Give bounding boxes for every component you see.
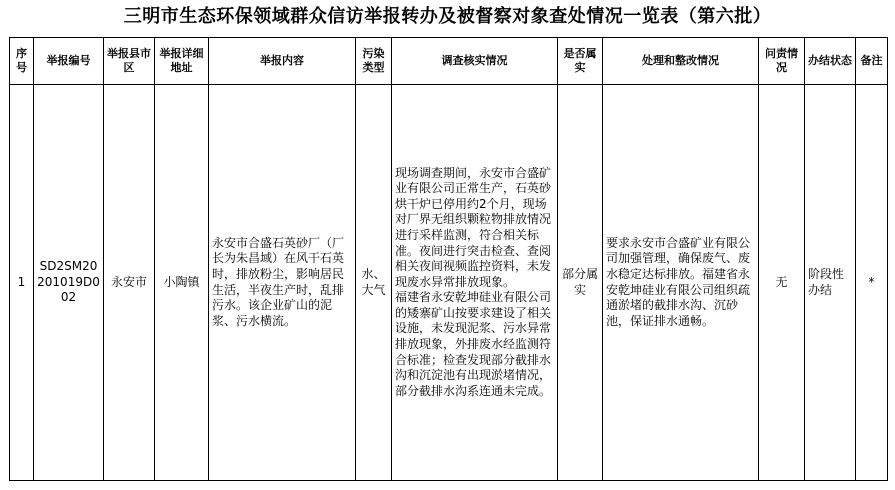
header-investigation: 调查核实情况 (392, 38, 558, 85)
header-handling: 处理和整改情况 (603, 38, 759, 85)
investigation-paragraph-2: 福建省永安乾坤硅业有限公司的矮寨矿山按要求建设了相关设施，未发现泥浆、污水异常排放现象，外排废水经监测符合标准；检查发现部分截排水沟和沉淀池有出现淤堵情况，部分截排水沟系连通未完成。 (395, 290, 552, 398)
cell-note: * (856, 85, 888, 481)
cell-county: 永安市 (104, 85, 155, 481)
header-status: 办结状态 (805, 38, 856, 85)
cell-report-no: SD2SM20201019D002 (34, 85, 104, 481)
table-row (10, 85, 888, 481)
header-seq: 序号 (10, 38, 34, 85)
cell-investigation (392, 85, 558, 481)
page-title: 三明市生态环保领域群众信访举报转办及被督察对象查处情况一览表（第六批） (123, 6, 772, 27)
header-county: 举报县市区 (104, 38, 155, 85)
cell-address: 小陶镇 (155, 85, 209, 481)
cell-content: 永安市合盛石英砂厂（厂长为朱昌域）在风干石英时，排放粉尘，影响居民生活，半夜生产时，乱排污水。该企业矿山的泥浆、污水横流。 (209, 85, 356, 481)
case-table (9, 37, 888, 481)
header-note: 备注 (856, 38, 888, 85)
cell-accountability: 无 (759, 85, 805, 481)
header-verified: 是否属实 (558, 38, 603, 85)
investigation-paragraph-1: 现场调查期间，永安市合盛矿业有限公司正常生产，石英砂烘干炉已停用约2个月，现场对厂界无组织颗粒物排放情况进行采样监测，符合相关标准。夜间进行突击检查、查阅相关夜间视频监控资料，未发现废水异常排放现象。 (395, 165, 552, 289)
header-pollution-type: 污染类型 (356, 38, 392, 85)
cell-status: 阶段性办结 (805, 85, 856, 481)
cell-verified: 部分属实 (558, 85, 603, 481)
cell-handling: 要求永安市合盛矿业有限公司加强管理，确保废气、废水稳定达标排放。福建省永安乾坤硅业有限公司组织疏通淤堵的截排水沟、沉砂池，保证排水通畅。 (603, 85, 759, 481)
header-report-no: 举报编号 (34, 38, 104, 85)
cell-seq: 1 (10, 85, 34, 481)
header-accountability: 问责情况 (759, 38, 805, 85)
header-content: 举报内容 (209, 38, 356, 85)
header-row (10, 38, 888, 85)
cell-pollution-type: 水、大气 (356, 85, 392, 481)
header-address: 举报详细地址 (155, 38, 209, 85)
